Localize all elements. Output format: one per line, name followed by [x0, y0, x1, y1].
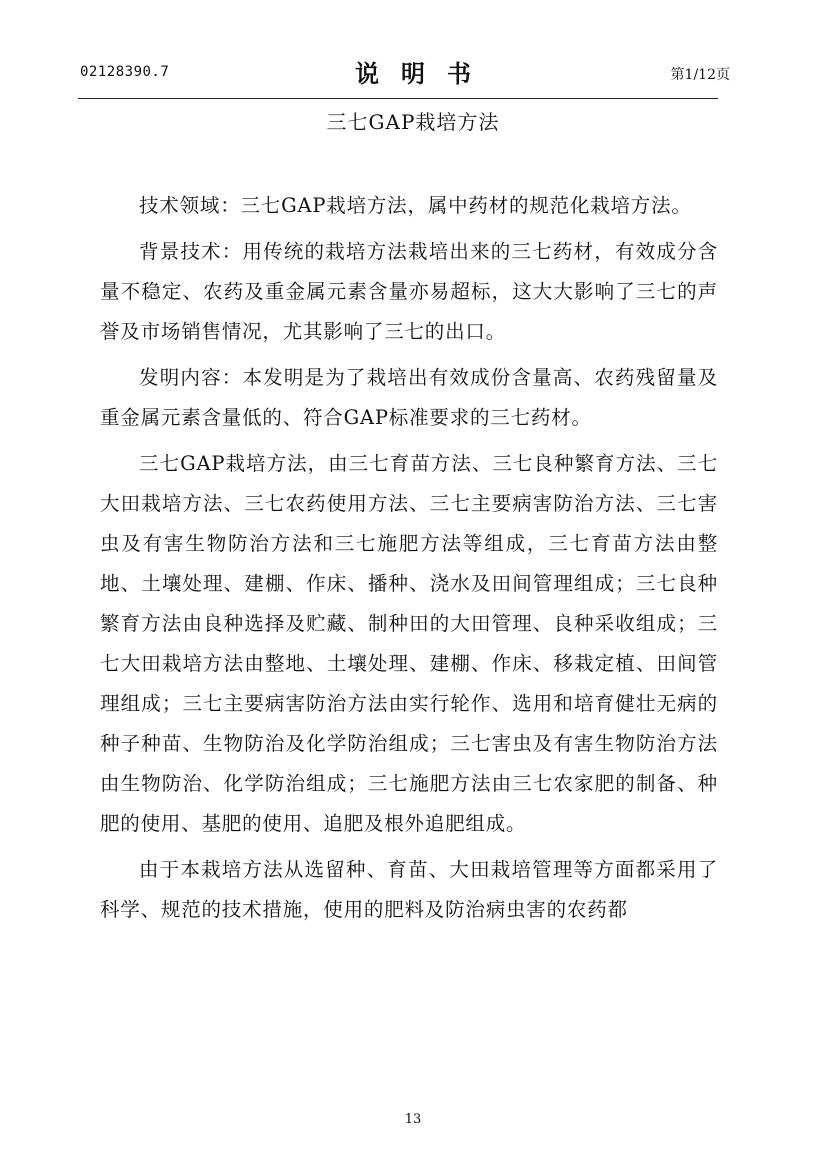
paragraph-technical-field: 技术领域：三七GAP栽培方法，属中药材的规范化栽培方法。 [139, 194, 692, 217]
paragraph-method-composition: 三七GAP栽培方法，由三七育苗方法、三七良种繁育方法、三七大田栽培方法、三七农药使用方法、三七主要病害防治方法、三七害虫及有害生物防治方法和三七施肥方法等组成，三七育苗方法由整地、土壤处理、建棚、作床、播种、浇水及田间管理组成；三七良种繁育方法由良种选择及贮藏、制种田的大田管理、良种采收组成；三七大田栽培方法由整地、土壤处理、建棚、作床、移栽定植、田间管理组成；三七主要病害防治方法由实行轮作、选用和培育健壮无病的种子种苗、生物防治及化学防治组成；三七害虫及有害生物防治方法由生物防治、化学防治组成；三七施肥方法由三七农家肥的制备、种肥的使用、基肥的使用、追肥及根外追肥组成。 [100, 452, 718, 835]
application-number: 02128390.7 [80, 64, 170, 80]
paragraph-background: 背景技术：用传统的栽培方法栽培出来的三七药材，有效成分含量不稳定、农药及重金属元素含量亦易超标，这大大影响了三七的声誉及市场销售情况，尤其影响了三七的出口。 [100, 240, 718, 343]
section-title: 说明书 [355, 60, 493, 88]
paragraph-advantages: 由于本栽培方法从选留种、育苗、大田栽培管理等方面都采用了科学、规范的技术措施，使用的肥料及防治病虫害的农药都 [100, 858, 718, 921]
paragraph-invention-content: 发明内容：本发明是为了栽培出有效成份含量高、农药残留量及重金属元素含量低的、符合GAP标准要求的三七药材。 [100, 366, 718, 429]
document-body [100, 186, 718, 930]
document-title: 三七GAP栽培方法 [326, 110, 500, 134]
header-divider [78, 98, 718, 99]
footer-page-number: 13 [404, 1112, 422, 1127]
page-indicator: 第1/12页 [670, 67, 730, 83]
